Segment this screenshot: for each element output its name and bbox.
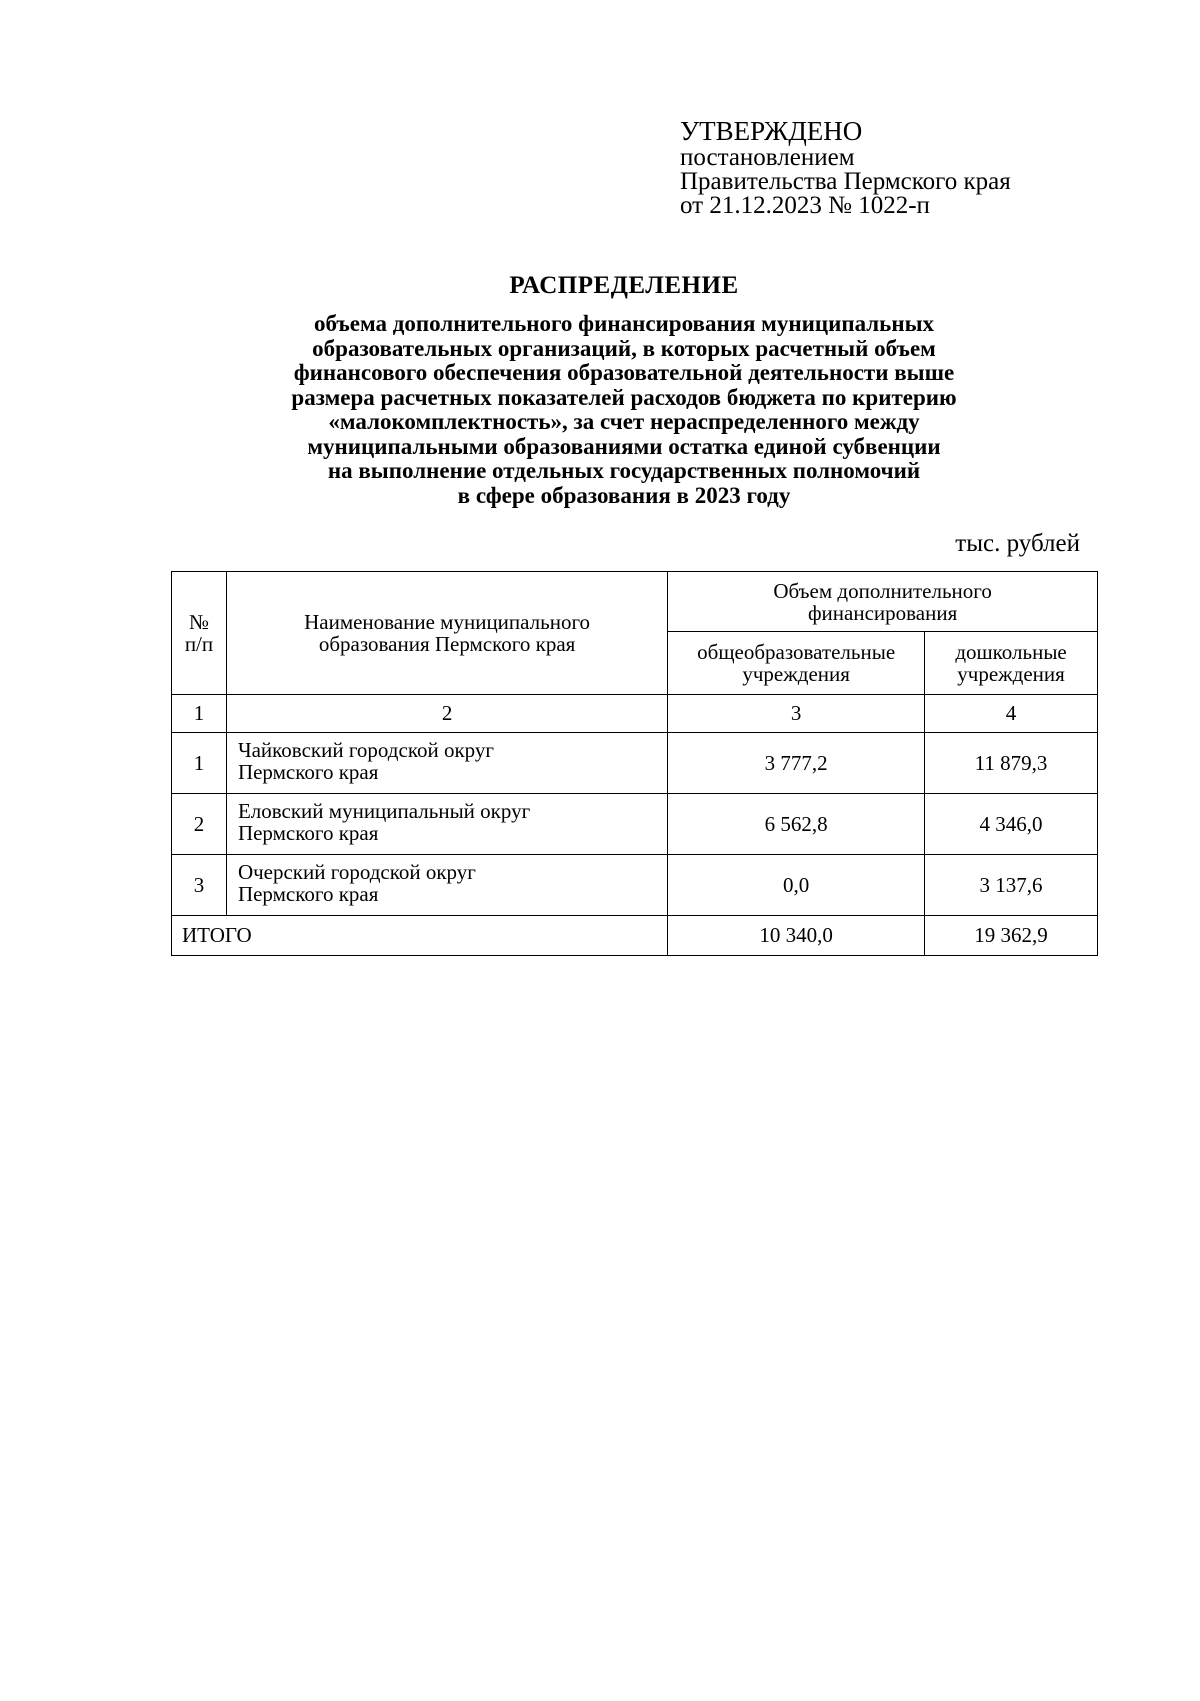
unit-label: тыс. рублей (955, 530, 1080, 557)
row-number: 1 (172, 733, 227, 794)
subtitle-line: образовательных организаций, в которых расчетный объем (312, 335, 936, 361)
header-general-institutions: общеобразовательные учреждения (668, 632, 925, 695)
subtitle-line: на выполнение отдельных государственных полномочий (327, 458, 921, 483)
municipality-name: Очерский городской округ Пермского края (226, 855, 667, 916)
subtitle-line: муниципальными образованиями остатка единой субвенции (307, 433, 941, 459)
preschool-value: 4 346,0 (925, 794, 1098, 855)
column-number-row (172, 695, 1098, 733)
table-row (172, 855, 1098, 916)
subtitle-line: финансового обеспечения образовательной деятельности выше (293, 360, 955, 385)
table-row (172, 733, 1098, 794)
header-preschool-institutions: дошкольные учреждения (925, 632, 1098, 695)
approval-stamp (680, 116, 1011, 218)
document-subtitle (190, 312, 1058, 508)
distribution-table (171, 571, 1098, 956)
preschool-value: 11 879,3 (925, 733, 1098, 794)
general-value: 6 562,8 (668, 794, 925, 855)
approval-line-2: Правительства Пермского края (680, 168, 1011, 195)
table-row (172, 794, 1098, 855)
approved-label: УТВЕРЖДЕНО (680, 116, 863, 146)
subtitle-line: размера расчетных показателей расходов бюджета по критерию (291, 384, 957, 410)
header-municipality-name: Наименование муниципального образования Пермского края (226, 572, 667, 695)
approval-line-1: постановлением (680, 144, 855, 171)
total-preschool-value: 19 362,9 (925, 916, 1098, 956)
header-funding-volume: Объем дополнительного финансирования (668, 572, 1098, 632)
row-number: 2 (172, 794, 227, 855)
column-number: 4 (925, 695, 1098, 733)
approval-line-3: от 21.12.2023 № 1022-п (680, 192, 930, 219)
total-row (172, 916, 1098, 956)
subtitle-line: объема дополнительного финансирования муниципальных (313, 311, 935, 336)
total-label: ИТОГО (172, 916, 668, 956)
general-value: 3 777,2 (668, 733, 925, 794)
column-number: 3 (668, 695, 925, 733)
document-title: РАСПРЕДЕЛЕНИЕ (509, 272, 739, 299)
row-number: 3 (172, 855, 227, 916)
subtitle-line: в сфере образования в 2023 году (457, 482, 791, 508)
column-number: 1 (172, 695, 227, 733)
header-row (172, 572, 1098, 632)
general-value: 0,0 (668, 855, 925, 916)
municipality-name: Чайковский городской округ Пермского края (226, 733, 667, 794)
total-general-value: 10 340,0 (668, 916, 925, 956)
header-number: № п/п (172, 572, 227, 695)
column-number: 2 (226, 695, 667, 733)
preschool-value: 3 137,6 (925, 855, 1098, 916)
municipality-name: Еловский муниципальный округ Пермского края (226, 794, 667, 855)
subtitle-line: «малокомплектность», за счет нераспределенного между (328, 409, 920, 434)
